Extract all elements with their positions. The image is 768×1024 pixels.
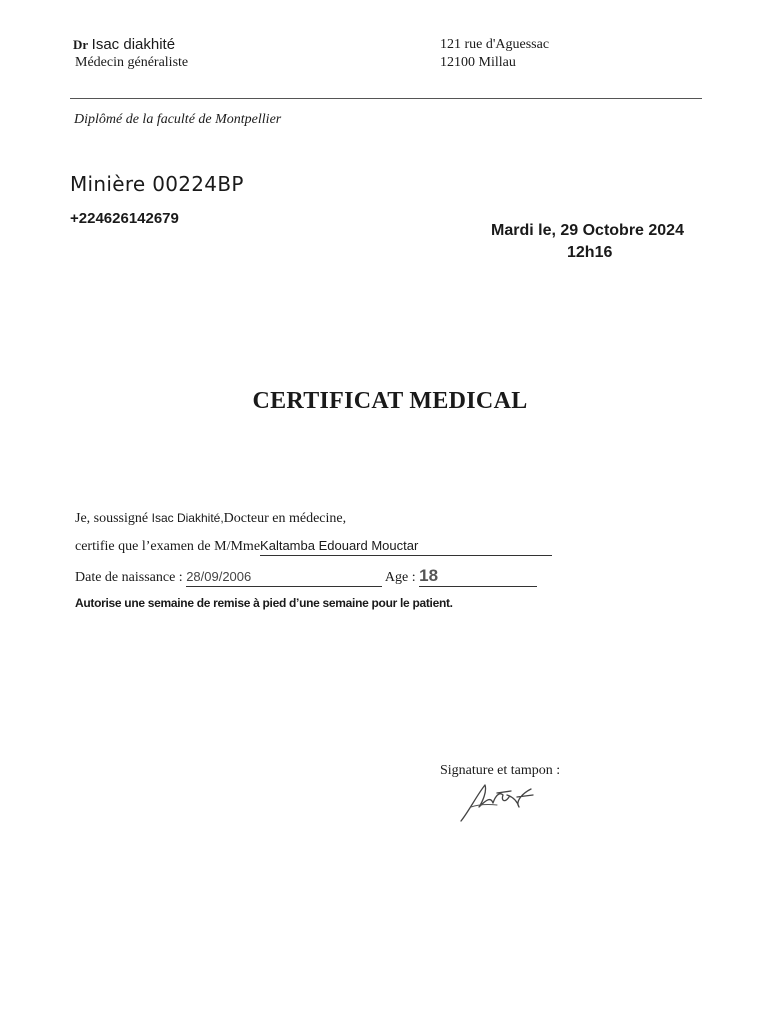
header-divider — [70, 98, 702, 99]
doctor-name — [73, 36, 175, 54]
age-label: Age : — [384, 570, 416, 585]
patient-name: Kaltamba Edouard Mouctar — [260, 538, 419, 553]
phone-number: +224626142679 — [70, 210, 179, 227]
line1-suffix: Docteur en médecine, — [223, 511, 347, 526]
certificate-remark: Autorise une semaine de remise à pied d’une semaine pour le patient. — [75, 596, 453, 610]
address-line-2: 12100 Millau — [440, 55, 516, 70]
line2-prefix: certifie que l’examen de M/Mme — [75, 539, 261, 554]
age-value: 18 — [419, 566, 439, 585]
dob-field — [186, 569, 382, 587]
certificate-line-1 — [75, 511, 346, 527]
certificate-title: CERTIFICAT MEDICAL — [252, 388, 528, 414]
dob-label: Date de naissance : — [75, 570, 183, 585]
patient-name-field — [260, 538, 552, 556]
handwritten-signature — [457, 777, 537, 825]
line1-doctor-name: Isac Diakhité, — [151, 511, 224, 525]
address-line-1: 121 rue d'Aguessac — [440, 37, 550, 52]
diploma-text: Diplômé de la faculté de Montpellier — [74, 112, 282, 127]
doctor-specialty: Médecin généraliste — [75, 55, 189, 70]
certificate-line-3 — [75, 566, 537, 587]
date-line: Mardi le, 29 Octobre 2024 — [491, 222, 684, 239]
location-text: Minière 00224BP — [70, 172, 244, 196]
time-line: 12h16 — [567, 244, 613, 261]
certificate-line-2 — [75, 538, 552, 556]
line1-prefix: Je, soussigné — [75, 511, 149, 526]
doctor-title-prefix: Dr — [73, 37, 89, 52]
signature-label: Signature et tampon : — [440, 763, 561, 778]
doctor-name-text: Isac diakhité — [91, 36, 176, 53]
age-field — [419, 566, 537, 587]
dob-value: 28/09/2006 — [186, 569, 252, 584]
